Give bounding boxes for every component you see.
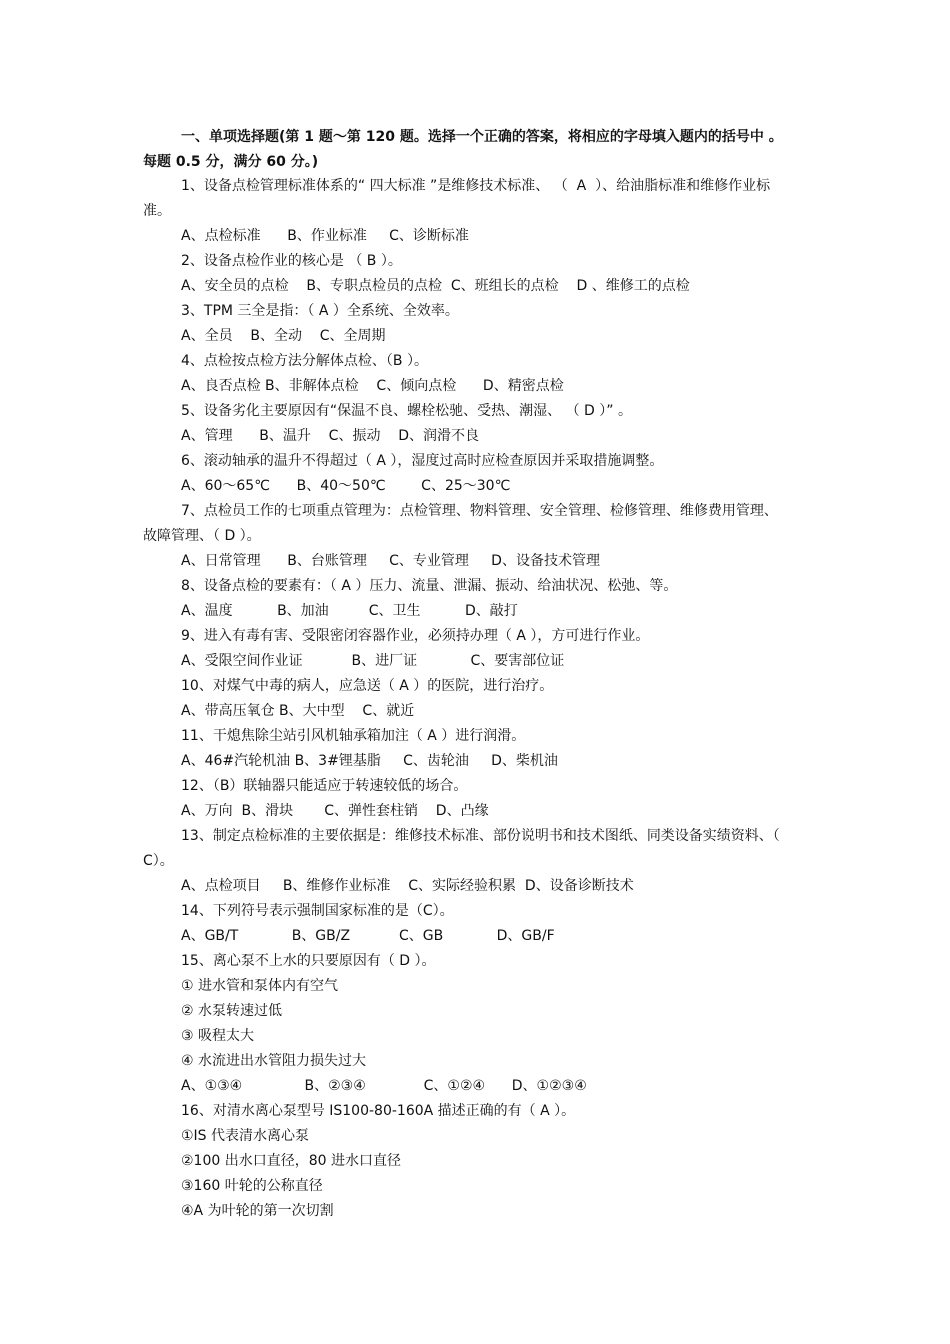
document-line: ① 进水管和泵体内有空气 bbox=[181, 978, 339, 994]
document-line: ①IS 代表清水离心泵 bbox=[181, 1128, 310, 1144]
document-line: 11、干熄焦除尘站引风机轴承箱加注（ A ）进行润滑。 bbox=[181, 728, 526, 744]
document-line: 6、滚动轴承的温升不得超过（ A ），湿度过高时应检查原因并采取措施调整。 bbox=[181, 453, 664, 469]
document-line: ④A 为叶轮的第一次切割 bbox=[181, 1203, 334, 1219]
document-line: A、①③④ B、②③④ C、①②④ D、①②③④ bbox=[181, 1078, 587, 1094]
document-line: ② 水泵转速过低 bbox=[181, 1003, 283, 1019]
document-line: 4、点检按点检方法分解体点检、（B ）。 bbox=[181, 353, 428, 369]
document-line: ③ 吸程太大 bbox=[181, 1028, 255, 1044]
document-line: 故障管理、（ D ）。 bbox=[143, 528, 261, 544]
document-line: 2、设备点检作业的核心是 （ B ）。 bbox=[181, 253, 402, 269]
document-line: A、60～65℃ B、40～50℃ C、25～30℃ bbox=[181, 478, 511, 494]
document-line: A、安全员的点检 B、专职点检员的点检 C、班组长的点检 D 、维修工的点检 bbox=[181, 278, 690, 294]
document-line: A、带高压氧仓 B、大中型 C、就近 bbox=[181, 703, 415, 719]
document-line: A、日常管理 B、台账管理 C、专业管理 D、设备技术管理 bbox=[181, 553, 600, 569]
document-line: 1、设备点检管理标准体系的“ 四大标准 ”是维修技术标准、 （ A ）、给油脂标准和维修作业标 bbox=[181, 178, 771, 194]
document-line: A、良否点检 B、非解体点检 C、倾向点检 D、精密点检 bbox=[181, 378, 564, 394]
document-line: 7、点检员工作的七项重点管理为：点检管理、物料管理、安全管理、检修管理、维修费用管理、 bbox=[181, 503, 778, 519]
document-line: 9、进入有毒有害、受限密闭容器作业，必须持办理（ A ），方可进行作业。 bbox=[181, 628, 650, 644]
document-line: A、管理 B、温升 C、振动 D、润滑不良 bbox=[181, 428, 480, 444]
document-line: 8、设备点检的要素有：（ A ）压力、流量、泄漏、振动、给油状况、松弛、等。 bbox=[181, 578, 678, 594]
document-line: 13、制定点检标准的主要依据是：维修技术标准、部份说明书和技术图纸、同类设备实绩资料、（ bbox=[181, 828, 780, 844]
document-line: A、点检项目 B、维修作业标准 C、实际经验积累 D、设备诊断技术 bbox=[181, 878, 634, 894]
document-line: A、点检标准 B、作业标准 C、诊断标准 bbox=[181, 228, 469, 244]
document-line: 准。 bbox=[143, 203, 171, 219]
document-line: A、万向 B、滑块 C、弹性套柱销 D、凸缘 bbox=[181, 803, 489, 819]
document-line: C）。 bbox=[143, 853, 174, 869]
document-line: 12、（B）联轴器只能适应于转速较低的场合。 bbox=[181, 778, 468, 794]
section-heading-line-2: 每题 0.5 分，满分 60 分。) bbox=[143, 154, 319, 170]
document-line: 5、设备劣化主要原因有“保温不良、螺栓松驰、受热、潮湿、 （ D ）” 。 bbox=[181, 403, 632, 419]
document-line: ②100 出水口直径，80 进水口直径 bbox=[181, 1153, 401, 1169]
document-line: A、GB/T B、GB/Z C、GB D、GB/F bbox=[181, 928, 555, 944]
document-line: 14、下列符号表示强制国家标准的是（C）。 bbox=[181, 903, 454, 919]
document-line: 10、对煤气中毒的病人，应急送（ A ）的医院，进行治疗。 bbox=[181, 678, 554, 694]
document-line: 15、离心泵不上水的只要原因有（ D ）。 bbox=[181, 953, 436, 969]
document-line: A、温度 B、加油 C、卫生 D、敲打 bbox=[181, 603, 518, 619]
document-line: A、全员 B、全动 C、全周期 bbox=[181, 328, 386, 344]
document-line: A、受限空间作业证 B、进厂证 C、要害部位证 bbox=[181, 653, 565, 669]
document-line: ③160 叶轮的公称直径 bbox=[181, 1178, 323, 1194]
section-heading-line-1: 一、单项选择题(第 1 题～第 120 题。选择一个正确的答案，将相应的字母填入题内的括号中 。 bbox=[181, 129, 783, 145]
document-line: A、46#汽轮机油 B、3#锂基脂 C、齿轮油 D、柴机油 bbox=[181, 753, 558, 769]
document-line: ④ 水流进出水管阻力损失过大 bbox=[181, 1053, 367, 1069]
document-line: 3、TPM 三全是指：（ A ）全系统、全效率。 bbox=[181, 303, 459, 319]
document-line: 16、对清水离心泵型号 IS100-80-160A 描述正确的有（ A ）。 bbox=[181, 1103, 576, 1119]
